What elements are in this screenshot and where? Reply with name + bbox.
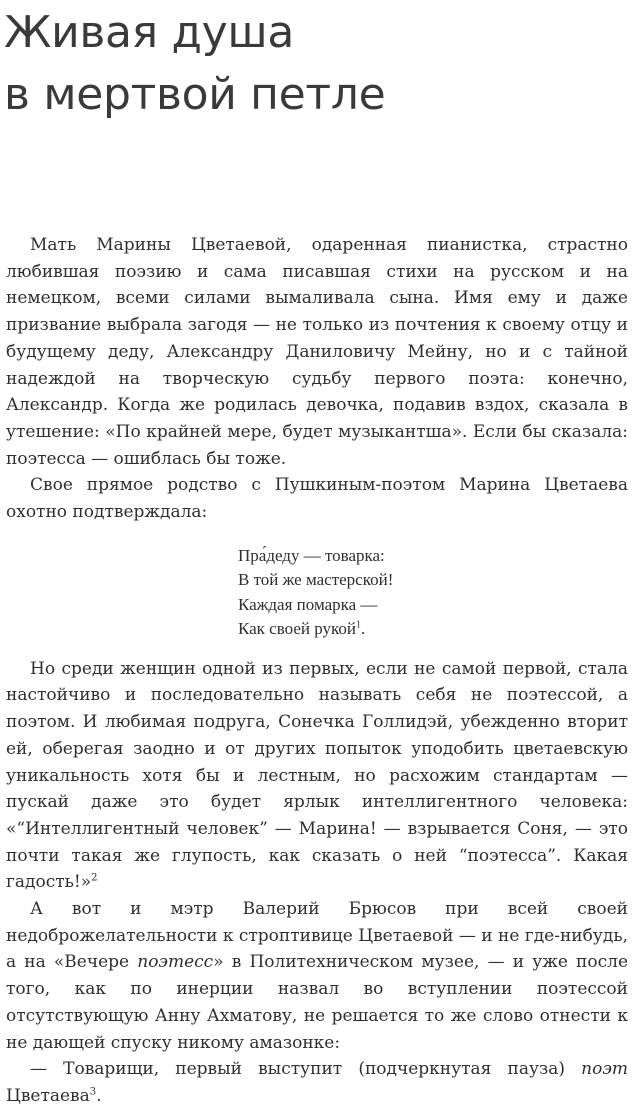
footnote-ref-1[interactable]: 1 (356, 619, 361, 631)
paragraph-5-italic: поэт (581, 1059, 628, 1080)
chapter-title (4, 2, 385, 126)
paragraph-4 (6, 896, 628, 1056)
footnote-ref-3[interactable]: 3 (89, 1086, 97, 1098)
verse-line-4-end: . (361, 619, 366, 639)
chapter-body (6, 232, 628, 1110)
verse-line-4-text: Как своей рукой (238, 619, 356, 639)
chapter-title-line-1: Живая душа (4, 7, 295, 58)
paragraph-5-end: . (96, 1085, 102, 1106)
paragraph-5-text-a: — Товарищи, первый выступит (подчеркнутая пауза) (30, 1059, 582, 1080)
verse-line-4 (238, 617, 628, 642)
poem-excerpt (238, 544, 628, 642)
paragraph-4-text-b: » в Политехническом музее, — и уже после того, как по инерции назвал во вступлении поэтессой отсутствующую Анну Ахматову, не решается то же слово отнести к не дающей спуску никому амазонке: (6, 952, 629, 1053)
paragraph-3-text: Но среди женщин одной из первых, если не самой первой, стала настойчиво и последовательно называть себя не поэтессой, а поэтом. И любимая подруга, Сонечка Голлидэй, убежденно вторит ей, оберегая заодно и от других попыток уподобить цветаевскую уникальность хотя бы и лестным, но расхожим стандартам — пускай даже это будет ярлык интеллигентного человека: «“Интеллигентный человек” — Марина! — взрывается Соня, — это почти такая же глупость, как сказать о ней “поэтесса”. Какая гадость!» (6, 658, 628, 893)
paragraph-4-italic: поэтесс (137, 952, 214, 973)
paragraph-4-text-a: А вот и мэтр Валерий Брюсов при всей своей недоброжелательности к строптивице Цветаевой — и не где-нибудь, а на «Вечере (6, 899, 628, 973)
verse-line-1: Пра́деду — товарка: (238, 545, 385, 565)
paragraph-3 (6, 656, 628, 896)
verse-line-2: В той же мастерской! (238, 570, 394, 590)
paragraph-2: Свое прямое родство с Пушкиным-поэтом Марина Цветаева охотно подтверждала: (6, 475, 628, 523)
paragraph-5 (6, 1056, 628, 1109)
paragraph-5-text-b: Цветаева (6, 1085, 90, 1106)
footnote-ref-2[interactable]: 2 (91, 872, 98, 884)
chapter-title-line-2: в мертвой петле (4, 69, 386, 120)
verse-line-3: Каждая помарка — (238, 594, 378, 614)
paragraph-1: Мать Марины Цветаевой, одаренная пианистка, страстно любившая поэзию и сама писавшая стихи на русском и на немецком, всеми силами вымаливала сына. Имя ему и даже призвание выбрала загодя — не только из почтения к своему отцу и будущему деду, Александру Даниловичу Мейну, но и с тайной надеждой на творческую судьбу первого поэта: конечно, Александр. Когда же родилась девочка, подавив вздох, сказала в утешение: «По крайней мере, будет музыкантша». Если бы сказала: поэтесса — ошиблась бы тоже. (6, 235, 628, 469)
